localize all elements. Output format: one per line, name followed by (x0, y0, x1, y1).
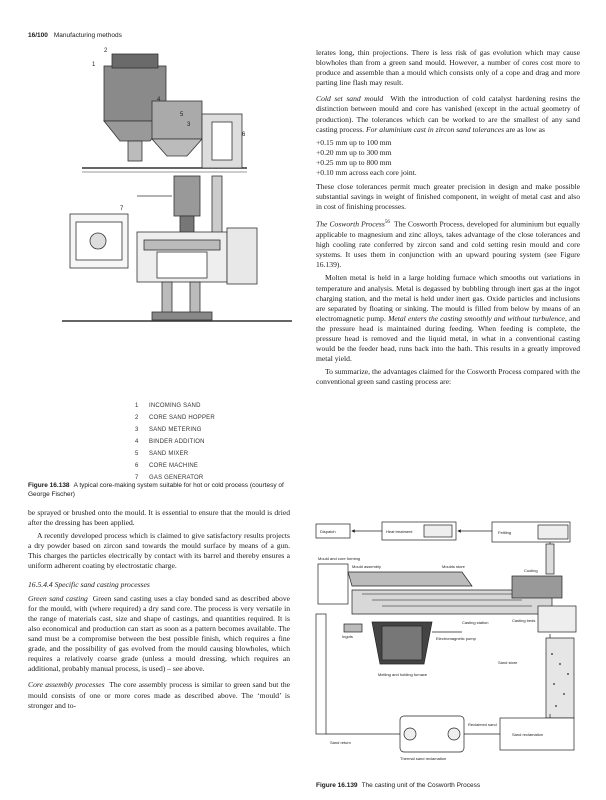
paragraph: The Cosworth Process$^{56}$ The Cosworth Process, developed for aluminium but equally applicable to magnesium and zinc alloys, takes advantage of the close tolerances and high cooling rate conferred by zircon sand and cold setting resin mould and core systems. It uses them in conjunction with an upward pouring system (see Figure 16.139). (316, 219, 580, 270)
paragraph: These close tolerances permit much greater precision in design and make possible substantial savings in weight of finished component, in weight of metal cast and also in cost of finishing processes. (316, 182, 580, 212)
legend-item: 3 SAND METERING (135, 427, 202, 433)
callout-5: 5 (180, 112, 184, 118)
legend-item: 2 CORE SAND HOPPER (135, 415, 215, 421)
callout-2: 2 (104, 48, 108, 54)
tolerance-item: +0.25 mm up to 800 mm (316, 157, 392, 167)
paragraph: Molten metal is held in a large holding furnace which smooths out variations in temperature and analysis. Metal is degassed by bubbling through inert gas at the ingot charging station, and the metal is held under inert gas. Oxide particles and inclusions are separated by floating or sinking. The mould is filled from below by means of an electromagnetic pump. Metal enters the casting smoothly and without turbulence, and the pressure head is maintained during feeding. When feeding is complete, the pressure head is removed and the liquid metal, in what in a conventional casting would be the feeder head, runs back into the bath. This results in a greatly improved metal yield. (316, 273, 580, 364)
label-reclaimed: Reclaimed sand (468, 722, 497, 727)
tolerance-item: +0.20 mm up to 300 mm (316, 147, 392, 157)
label-casting-station: Casting station (462, 620, 489, 625)
page-number: 16/100 (28, 32, 48, 39)
callout-7: 7 (120, 206, 124, 212)
paragraph: Green sand casting Green sand casting uses a clay bonded sand as described above for the mould, with (where required) a dry sand core. The process is very versatile in the range of materials cast, size and shape of castings, and quantities required. It is also economical and production can start as soon as a pattern becomes available. The sand must be a compromise between the best possible finish, which requires a fine grade, and the possibility of gas evolved from the mould causing blowholes, which requires a relatively coarse grade (unless a mould dressing, which requires an additional, probably manual process, is used) – see above. (28, 593, 291, 674)
callout-3: 3 (187, 122, 191, 128)
paragraph: lerates long, thin projections. There is less risk of gas evolution which may cause blowholes than from a green sand mould. However, a number of cores cost more to produce and assemble than a mould which consists only of a cope and drag and more parting line flash may result. (316, 48, 580, 88)
label-sand-return: Sand return (330, 740, 351, 745)
callout-6: 6 (242, 132, 246, 138)
core-making-system-drawing (62, 46, 292, 336)
label-mould-and-core: Mould and core forming (318, 556, 361, 561)
paragraph: be sprayed or brushed onto the mould. It is essential to ensure that the mould is dried after the dressing has been applied. (28, 508, 290, 528)
label-em-pump: Electromagnetic pump (436, 636, 476, 641)
label-moulds-store: Moulds store (442, 564, 465, 569)
left-column-text (28, 508, 290, 714)
label-cooling: Cooling (524, 568, 538, 573)
label-sand-store: Sand store (498, 660, 518, 665)
label-casting-beds: Casting beds (512, 618, 536, 623)
label-mould-assembly: Mould assembly (352, 564, 381, 569)
legend-item: 1 INCOMING SAND (135, 403, 201, 409)
tolerance-item: +0.10 mm across each core joint. (316, 168, 417, 178)
callout-4: 4 (157, 97, 161, 103)
callout-1: 1 (92, 62, 96, 68)
legend-item: 7 GAS GENERATOR (135, 475, 204, 481)
core-sand-hopper (152, 101, 202, 139)
figure-138-legend (135, 400, 215, 484)
cosworth-process-diagram (312, 514, 582, 774)
label-heat-treatment: Heat treatment (386, 529, 413, 534)
paragraph: A recently developed process which is claimed to give satisfactory results projects a dry powder based on zircon sand towards the mould surface by means of a gun. This charges the particles electrically by contact with its barrel and thereby ensures a uniform adherent coating by electrostatic charge. (28, 531, 290, 571)
running-header (28, 32, 122, 39)
figure-139-caption: Figure 16.139 The casting unit of the Cosworth Process (316, 782, 481, 789)
right-column-text (316, 48, 580, 390)
label-sand-reclaim: Sand reclamation (512, 732, 544, 737)
sand-metering (174, 176, 200, 216)
label-holding-furnace: Melting and holding furnace (378, 672, 428, 677)
label-thermal: Thermal sand reclamation (400, 756, 447, 761)
paragraph: Cold set sand mould With the introduction of cold catalyst hardening resins the distinction between mould and core has vanished (except in the actual geometry of production). The tolerances which can be worked to are the smallest of any sand casting process. For aluminium cast in zircon sand tolerances are as low as (316, 94, 581, 134)
label-ingots: Ingots (342, 634, 353, 639)
tolerance-list (316, 138, 580, 178)
section-title: Manufacturing methods (53, 32, 122, 39)
label-dispatch: Dispatch (320, 529, 336, 534)
paragraph: Core assembly processes The core assembly process is similar to green sand but the mould consists of one or more cores made as described above. The ‘mould’ is stronger and to- (28, 680, 290, 710)
section-heading: 16.5.4.4 Specific sand casting processes (28, 579, 150, 589)
label-fettling: Fettling (498, 530, 512, 535)
legend-item: 6 CORE MACHINE (135, 463, 199, 469)
tolerance-item: +0.15 mm up to 100 mm (316, 137, 392, 147)
legend-item: 5 SAND MIXER (135, 451, 189, 457)
legend-item: 4 BINDER ADDITION (135, 439, 205, 445)
figure-138-caption: Figure 16.138 A typical core-making system suitable for hot or cold process (courtesy of George Fischer) (28, 482, 284, 498)
paragraph: To summarize, the advantages claimed for the Cosworth Process compared with the conventional green sand casting process are: (316, 367, 580, 387)
